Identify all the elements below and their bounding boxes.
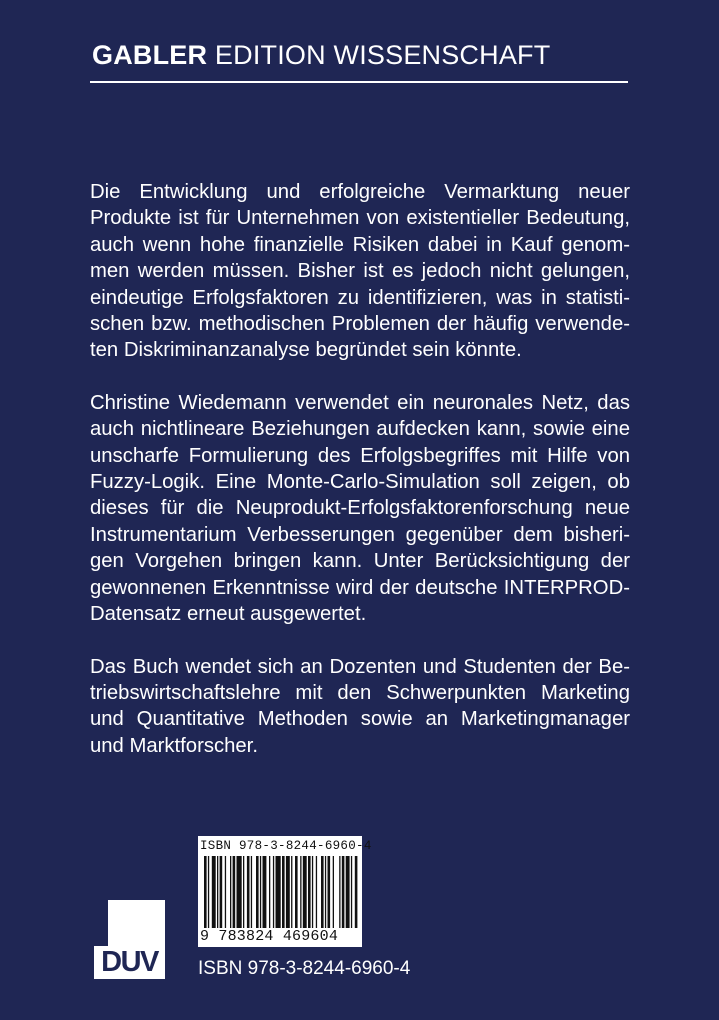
barcode-bar	[256, 856, 259, 928]
barcode-bar	[308, 856, 311, 928]
barcode-bars-icon	[202, 856, 358, 928]
barcode-bar	[282, 856, 285, 928]
barcode-bar	[263, 856, 267, 928]
blurb	[90, 179, 630, 785]
barcode-bar	[273, 856, 274, 928]
logo-text: DUV	[101, 946, 158, 978]
barcode-bar	[233, 856, 236, 928]
barcode-bar	[316, 856, 317, 928]
barcode-bar	[325, 856, 326, 928]
barcode-bar	[230, 856, 231, 928]
barcode-bar	[351, 856, 352, 928]
barcode-bar	[220, 856, 223, 928]
barcode-bar	[346, 856, 350, 928]
barcode-bar	[355, 856, 358, 928]
barcode-bar	[225, 856, 226, 928]
series-rule	[90, 81, 628, 83]
barcode	[198, 836, 372, 947]
barcode-bar	[269, 856, 270, 928]
barcode-bar	[276, 856, 281, 928]
blurb-paragraph-1: Die Entwicklung und erfolgreiche Vermarktung neuer Produkte ist für Unternehmen von existentieller Bedeutung, auch wenn hohe finanzielle Risiken dabei in Kauf genommen werden müssen. Bisher ist es jedoch nicht gelungen, eindeutige Erfolgsfaktoren zu identifizieren, was in statistischen bzw. methodischen Problemen der häufig verwendeten Diskriminanzanalyse begründet sein könnte.	[90, 181, 630, 362]
barcode-bar	[303, 856, 307, 928]
barcode-bar	[333, 856, 334, 928]
barcode-bar	[286, 856, 290, 928]
series-brand: GABLER	[92, 40, 208, 70]
barcode-bar	[217, 856, 218, 928]
series-title	[92, 40, 550, 71]
barcode-bar	[295, 856, 298, 928]
series-subtitle: EDITION WISSENSCHAFT	[214, 40, 551, 70]
barcode-bar	[243, 856, 244, 928]
barcode-isbn: ISBN 978-3-8244-6960-4	[200, 839, 372, 853]
barcode-bar	[321, 856, 324, 928]
barcode-bar	[260, 856, 261, 928]
barcode-bar	[212, 856, 216, 928]
barcode-bar	[247, 856, 250, 928]
barcode-bar	[291, 856, 292, 928]
isbn-text: ISBN 978-3-8244-6960-4	[198, 958, 411, 979]
blurb-paragraph-2: Christine Wiedemann verwendet ein neuronales Netz, das auch nichtlineare Beziehungen aufdecken kann, sowie eine unscharfe Formulierung des Erfolgsbegriffes mit Hilfe von Fuzzy-Logik. Eine Monte-Carlo-Simulation soll zeigen, ob dieses für die Neuprodukt-Erfolgsfaktorenforschung neue Instrumentarium Verbesserungen gegenüber dem bisherigen Vorgehen bringen kann. Unter Berücksichtigung der gewonnenen Erkenntnisse wird der deutsche INTERPROD-Datensatz erneut ausgewertet.	[90, 391, 630, 626]
barcode-bar	[328, 856, 331, 928]
publisher-logo	[94, 886, 165, 979]
logo-mark-icon	[94, 886, 165, 946]
barcode-bar	[300, 856, 301, 928]
barcode-bar	[208, 856, 209, 928]
barcode-bar	[339, 856, 340, 928]
barcode-bar	[251, 856, 252, 928]
barcode-digits: 9 783824 469604	[200, 928, 339, 945]
blurb-paragraph-3: Das Buch wendet sich an Dozenten und Studenten der Betriebswirtschaftslehre mit den Schwerpunkten Marketing und Quantitative Methoden sowie an Marketingmanager und Marktforscher.	[90, 655, 630, 757]
barcode-bar	[204, 856, 207, 928]
barcode-bar	[312, 856, 313, 928]
barcode-bar	[237, 856, 242, 928]
barcode-bar	[342, 856, 345, 928]
